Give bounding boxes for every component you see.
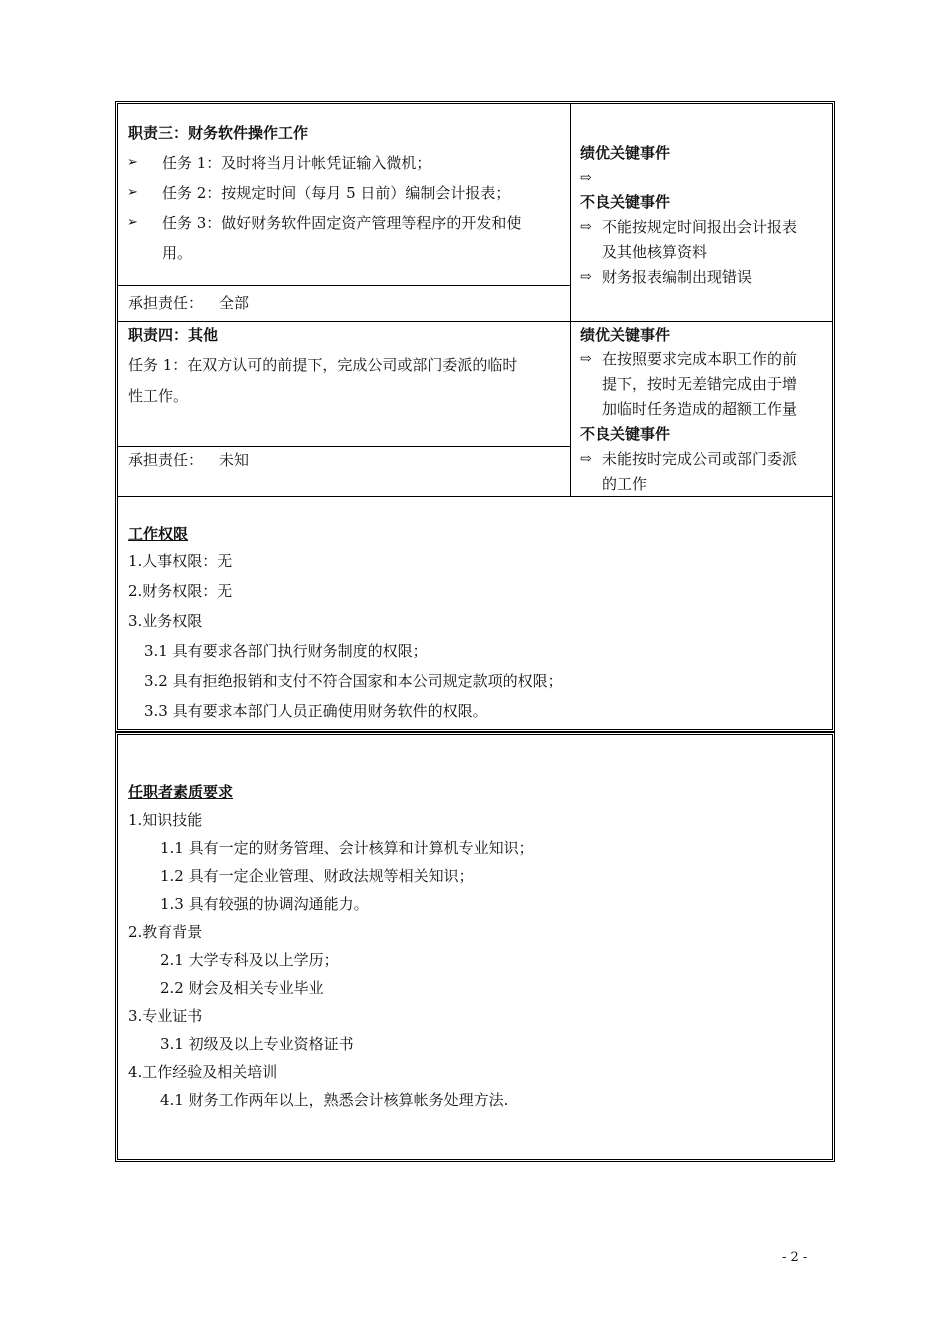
bullet-icon: ➢ — [127, 185, 138, 200]
duty3-responsibility-label: 承担责任： — [128, 294, 204, 312]
qualification-item: 3.专业证书 — [128, 1007, 203, 1025]
authority-item: 3.3 具有要求本部门人员正确使用财务软件的权限。 — [144, 702, 488, 720]
qualification-item: 2.1 大学专科及以上学历； — [160, 951, 339, 969]
authority-item: 1.人事权限：无 — [128, 552, 233, 570]
qualification-item: 1.2 具有一定企业管理、财政法规等相关知识； — [160, 867, 474, 885]
arrow-right-icon: ⇨ — [580, 451, 592, 467]
duty3-kpi-bad-title: 不良关键事件 — [580, 193, 671, 211]
duty3-kpi-good-title: 绩优关键事件 — [580, 144, 671, 162]
duty3-task-3-cont: 用。 — [162, 244, 193, 262]
arrow-right-icon: ⇨ — [580, 219, 592, 235]
bullet-icon: ➢ — [127, 215, 138, 230]
duty4-kpi-bad-line-2: 的工作 — [602, 475, 648, 493]
authority-item: 2.财务权限：无 — [128, 582, 233, 600]
duty4-responsibility-label: 承担责任： — [128, 451, 204, 469]
qualification-item: 4.工作经验及相关培训 — [128, 1063, 278, 1081]
duty3-title: 职责三：财务软件操作工作 — [128, 124, 309, 142]
duty4-kpi-good-title: 绩优关键事件 — [580, 326, 671, 344]
page-number: - 2 - — [782, 1250, 808, 1265]
qualification-title: 任职者素质要求 — [128, 783, 234, 801]
duty3-responsibility-value: 全部 — [219, 294, 250, 312]
qualification-item: 3.1 初级及以上专业资格证书 — [160, 1035, 354, 1053]
duty4-responsibility-value: 未知 — [219, 451, 250, 469]
bullet-icon: ➢ — [127, 155, 138, 170]
qualification-item: 1.3 具有较强的协调沟通能力。 — [160, 895, 369, 913]
duty3-task-1: 任务 1：及时将当月计帐凭证输入微机； — [162, 154, 432, 172]
qualification-item: 1.知识技能 — [128, 811, 203, 829]
authority-item: 3.1 具有要求各部门执行财务制度的权限； — [144, 642, 428, 660]
duty3-resp-divider — [118, 285, 570, 286]
duty3-task-2: 任务 2：按规定时间（每月 5 日前）编制会计报表； — [162, 184, 511, 202]
qualification-item: 2.2 财会及相关专业毕业 — [160, 979, 324, 997]
duty3-duty4-divider — [118, 321, 832, 322]
duty-authority-divider — [118, 496, 832, 497]
duty3-kpi-bad-item-1-cont: 及其他核算资料 — [602, 243, 708, 261]
duty4-kpi-good-line-2: 提下，按时无差错完成由于增 — [602, 375, 798, 393]
authority-item: 3.2 具有拒绝报销和支付不符合国家和本公司规定款项的权限； — [144, 672, 563, 690]
duty4-resp-divider — [118, 446, 570, 447]
arrow-right-icon: ⇨ — [580, 269, 592, 285]
duty3-kpi-bad-item-1: 不能按规定时间报出会计报表 — [602, 218, 798, 236]
qualification-item: 4.1 财务工作两年以上，熟悉会计核算帐务处理方法. — [160, 1091, 509, 1109]
authority-title: 工作权限 — [128, 525, 189, 543]
duty4-task-line-1: 任务 1：在双方认可的前提下，完成公司或部门委派的临时 — [128, 356, 518, 374]
duty3-kpi-bad-item-2: 财务报表编制出现错误 — [602, 268, 753, 286]
column-divider — [570, 104, 571, 497]
duty3-task-3: 任务 3：做好财务软件固定资产管理等程序的开发和使 — [162, 214, 522, 232]
qualification-item: 1.1 具有一定的财务管理、会计核算和计算机专业知识； — [160, 839, 534, 857]
duty4-task-line-2: 性工作。 — [128, 387, 189, 405]
duty4-title: 职责四：其他 — [128, 326, 219, 344]
duty4-kpi-bad-line-1: 未能按时完成公司或部门委派 — [602, 450, 798, 468]
duty4-kpi-good-line-3: 加临时任务造成的超额工作量 — [602, 400, 798, 418]
qualification-item: 2.教育背景 — [128, 923, 203, 941]
arrow-right-icon: ⇨ — [580, 351, 592, 367]
duty4-kpi-bad-title: 不良关键事件 — [580, 425, 671, 443]
arrow-right-icon: ⇨ — [580, 170, 592, 186]
authority-item: 3.业务权限 — [128, 612, 203, 630]
duty4-kpi-good-line-1: 在按照要求完成本职工作的前 — [602, 350, 798, 368]
